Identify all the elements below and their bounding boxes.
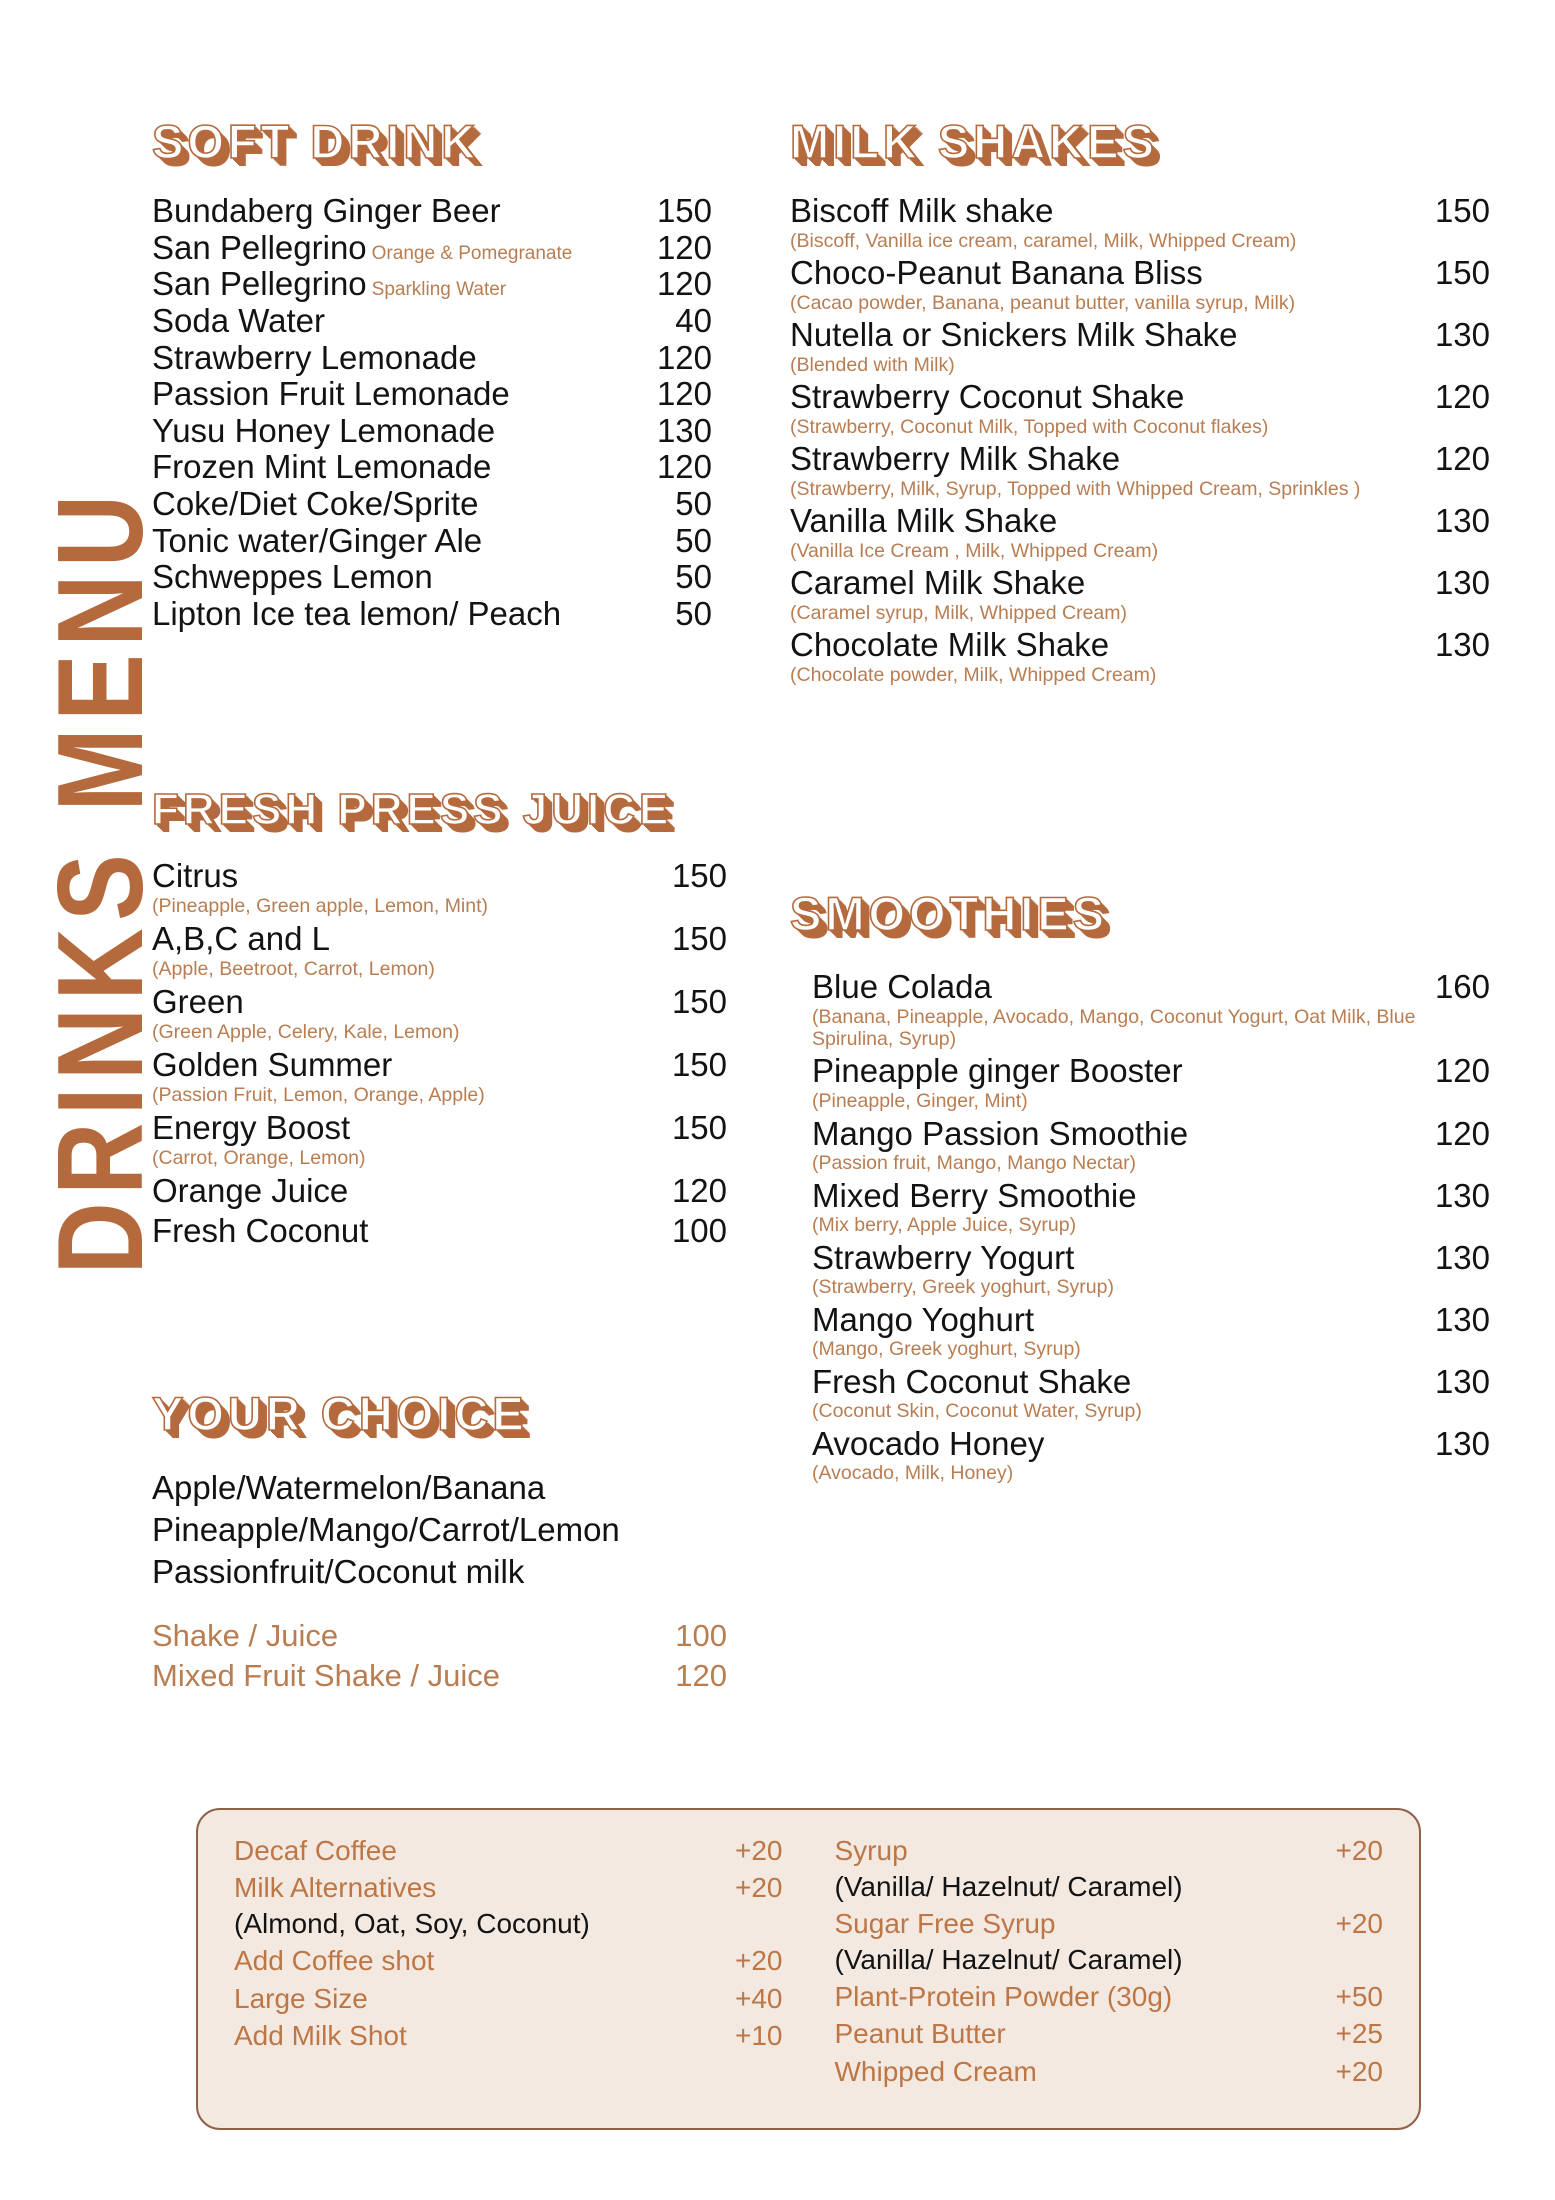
item-name: Mango Yoghurt [812,1300,1035,1338]
addon-note: (Vanilla/ Hazelnut/ Caramel) [834,1944,1183,1976]
addon-note: (Almond, Oat, Soy, Coconut) [234,1908,590,1940]
addon-price: +40 [735,1982,783,2014]
menu-item [152,858,727,917]
addon-name: Plant-Protein Powder (30g) [834,1981,1173,2013]
menu-item [152,1110,727,1169]
item-name: Fresh Coconut Shake [812,1362,1132,1400]
option-price: 120 [675,1658,727,1693]
menu-item-headline [790,317,1490,353]
menu-item [790,565,1490,624]
item-price: 130 [1434,1424,1490,1462]
addon-price: +25 [1335,2018,1383,2050]
item-name: Avocado Honey [812,1424,1045,1462]
item-name: Caramel Milk Shake [790,564,1086,602]
item-description: (Green Apple, Celery, Kale, Lemon) [152,1020,460,1043]
page-title-vertical: DRINKS MENU [32,487,168,1275]
addon-name: Milk Alternatives [234,1872,437,1904]
menu-item [152,486,712,522]
your-choice-line: Passionfruit/Coconut milk [152,1553,525,1591]
item-name: Bundaberg Ginger Beer [152,192,501,229]
menu-item [152,1047,727,1106]
menu-item-headline [812,1116,1490,1152]
menu-item [152,303,712,339]
item-description: (Avocado, Milk, Honey) [812,1462,1014,1485]
addon-row [234,1980,783,2017]
your-choice-line: Apple/Watermelon/Banana [152,1469,546,1506]
item-description: (Passion Fruit, Lemon, Orange, Apple) [152,1083,485,1106]
item-description: (Carrot, Orange, Lemon) [152,1146,366,1169]
addon-row [835,1832,1384,1869]
addons-left-column [234,1832,783,2108]
menu-item [152,193,712,229]
addon-row [835,1978,1384,2015]
item-name: Citrus [152,857,239,894]
item-description: (Passion fruit, Mango, Mango Nectar) [812,1152,1137,1175]
addon-name: Decaf Coffee [234,1835,397,1866]
menu-item-headline [790,441,1490,477]
addon-price: +20 [735,1872,783,1904]
your-choice-line: Pineapple/Mango/Carrot/Lemon [152,1511,620,1549]
menu-item-headline [152,984,727,1020]
addon-name: Large Size [234,1982,368,2014]
item-name: Energy Boost [152,1109,351,1147]
section-smoothies [790,887,1490,1488]
your-choice-base-list [152,1467,727,1594]
menu-item-headline [790,503,1490,539]
section-soft-drink [152,115,712,633]
menu-item [812,1178,1490,1237]
menu-item [812,1364,1490,1423]
item-name: Choco-Peanut Banana Bliss [790,254,1203,292]
item-price: 120 [1434,1114,1490,1152]
menu-item-headline [152,921,727,957]
section-fresh-press-juice [152,785,727,1252]
item-description: (Strawberry, Greek yoghurt, Syrup) [812,1276,1114,1299]
item-name: Blue Colada [812,968,992,1005]
menu-item-headline [812,1178,1490,1214]
addon-price: +20 [1335,2055,1383,2087]
vertical-title-container [0,0,168,2200]
addon-row [835,1905,1384,1942]
item-price: 120 [656,338,712,376]
menu-item-headline [812,1302,1490,1338]
addon-row [234,2017,783,2054]
item-description: (Mango, Greek yoghurt, Syrup) [812,1338,1081,1361]
addon-name: Add Coffee shot [234,1945,435,1977]
item-name: Strawberry Lemonade [152,338,477,376]
item-price: 50 [675,594,712,632]
item-price: 130 [1434,502,1490,540]
addon-row [234,1869,783,1906]
item-name: Golden Summer [152,1046,393,1084]
addon-price: +20 [735,1835,783,1866]
menu-item-headline [812,1426,1490,1462]
item-price: 50 [675,558,712,596]
menu-item [152,1173,727,1209]
menu-item-headline [790,627,1490,663]
item-name: Strawberry Milk Shake [790,440,1121,478]
item-subtitle: Sparkling Water [371,279,507,301]
addon-price: +20 [735,1945,783,1977]
menu-item [790,193,1490,252]
menu-item-headline [790,193,1490,229]
section-milk-shakes [790,115,1490,689]
item-description: (Pineapple, Green apple, Lemon, Mint) [152,894,489,917]
item-price: 150 [671,983,727,1021]
item-name: Orange Juice [152,1172,349,1210]
item-price: 130 [1434,1176,1490,1214]
menu-item-headline [790,379,1490,415]
item-price: 120 [1434,1052,1490,1090]
menu-item [790,317,1490,376]
menu-item [152,413,712,449]
item-price: 150 [671,857,727,894]
item-price: 150 [1434,254,1490,292]
menu-item-headline [152,1110,727,1146]
item-description: (Vanilla Ice Cream , Milk, Whipped Cream) [790,539,1159,562]
item-price: 40 [675,301,712,339]
addon-price: +20 [1335,1908,1383,1940]
item-name: Mixed Berry Smoothie [812,1176,1137,1214]
section-title-soft-drink: SOFT DRINK [152,115,480,168]
item-price: 120 [656,375,712,413]
item-description: (Caramel syrup, Milk, Whipped Cream) [790,601,1127,624]
menu-item-headline [152,1047,727,1083]
item-name: Chocolate Milk Shake [790,626,1110,664]
item-price: 130 [1434,564,1490,602]
item-price: 50 [675,521,712,559]
menu-item-headline [790,255,1490,291]
item-price: 150 [656,192,712,229]
item-description: (Biscoff, Vanilla ice cream, caramel, Milk, Whipped Cream) [790,229,1297,252]
section-title-your-choice: YOUR CHOICE [152,1387,528,1440]
item-price: 100 [671,1211,727,1249]
your-choice-option [152,1616,727,1656]
item-price: 120 [656,448,712,486]
item-price: 130 [1434,626,1490,664]
menu-item [152,230,712,266]
addon-name: Peanut Butter [834,2018,1006,2050]
item-name: Soda Water [152,301,326,339]
menu-item [812,1053,1490,1112]
item-price: 130 [656,411,712,449]
addon-price: +20 [1335,1835,1383,1866]
item-price: 150 [671,920,727,958]
smoothie-item-list [790,969,1490,1485]
menu-item [790,379,1490,438]
menu-item [152,376,712,412]
item-subtitle: Orange & Pomegranate [371,242,573,264]
menu-item [152,559,712,595]
juice-item-list [152,858,727,1248]
item-price: 150 [671,1109,727,1147]
item-name: Passion Fruit Lemonade [152,375,510,413]
menu-item-headline [812,1053,1490,1089]
item-name: San Pellegrino Sparkling Water [152,265,507,303]
menu-item [152,266,712,302]
menu-item-headline [812,1364,1490,1400]
item-price: 120 [1434,378,1490,416]
item-name: Schweppes Lemon [152,558,433,596]
menu-item [152,340,712,376]
addon-row [835,2053,1384,2090]
item-price: 130 [1434,1300,1490,1338]
addon-name: Whipped Cream [834,2055,1037,2087]
menu-item [790,441,1490,500]
addon-row [835,2015,1384,2052]
item-price: 120 [656,228,712,266]
item-description: (Strawberry, Milk, Syrup, Topped with Whipped Cream, Sprinkles ) [790,477,1361,500]
item-name: Tonic water/Ginger Ale [152,521,483,559]
item-name: Nutella or Snickers Milk Shake [790,316,1238,354]
option-price: 100 [675,1617,727,1653]
soft-drink-item-list [152,193,712,632]
menu-item [790,255,1490,314]
item-name: Biscoff Milk shake [790,192,1054,229]
item-name: Green [152,983,244,1021]
item-description: (Pineapple, Ginger, Mint) [812,1090,1028,1113]
item-description: (Banana, Pineapple, Avocado, Mango, Coconut Yogurt, Oat Milk, Blue Spirulina, Syrup) [812,1005,1416,1051]
addon-row [234,1942,783,1979]
item-price: 130 [1434,1362,1490,1400]
your-choice-option [152,1656,727,1696]
item-price: 120 [656,265,712,303]
item-name: Strawberry Yogurt [812,1238,1075,1276]
item-price: 150 [671,1046,727,1084]
menu-item-headline [152,1213,727,1249]
item-name: Coke/Diet Coke/Sprite [152,485,479,522]
item-description: (Chocolate powder, Milk, Whipped Cream) [790,663,1157,686]
item-price: 120 [1434,440,1490,478]
item-description: (Strawberry, Coconut Milk, Topped with Coconut flakes) [790,415,1269,438]
your-choice-option-list [152,1616,727,1697]
menu-item-headline [790,565,1490,601]
item-name: Pineapple ginger Booster [812,1052,1183,1090]
addon-price: +50 [1335,1981,1383,2013]
item-name: Lipton Ice tea lemon/ Peach [152,594,562,632]
menu-item [812,1302,1490,1361]
item-name: Frozen Mint Lemonade [152,448,492,486]
addon-row [234,1832,783,1869]
menu-item [790,627,1490,686]
addon-name: Sugar Free Syrup [834,1908,1056,1940]
item-price: 130 [1434,316,1490,354]
menu-item-headline [152,858,727,894]
item-name: A,B,C and L [152,920,330,958]
addon-note: (Vanilla/ Hazelnut/ Caramel) [834,1871,1183,1903]
item-name: Fresh Coconut [152,1211,369,1249]
menu-item [812,1426,1490,1485]
item-description: (Mix berry, Apple Juice, Syrup) [812,1214,1077,1237]
section-title-fresh-press-juice: FRESH PRESS JUICE [152,785,673,834]
menu-item [152,596,712,632]
menu-item [152,921,727,980]
item-description: (Blended with Milk) [790,353,955,376]
item-name: Vanilla Milk Shake [790,502,1058,540]
item-name: San Pellegrino Orange & Pomegranate [152,228,573,266]
item-price: 150 [1434,192,1490,229]
option-name: Shake / Juice [152,1617,339,1653]
milk-shake-item-list [790,193,1490,686]
menu-item-headline [812,1240,1490,1276]
item-price: 120 [671,1172,727,1210]
item-description: (Apple, Beetroot, Carrot, Lemon) [152,957,435,980]
menu-item [812,1116,1490,1175]
section-your-choice [152,1387,727,1696]
menu-item [152,984,727,1043]
item-name: Mango Passion Smoothie [812,1114,1189,1152]
menu-item [812,969,1490,1050]
item-name: Strawberry Coconut Shake [790,378,1185,416]
item-price: 130 [1434,1238,1490,1276]
menu-item [812,1240,1490,1299]
menu-item [152,1213,727,1249]
menu-item [790,503,1490,562]
addons-right-column [783,1832,1384,2108]
addons-box [196,1808,1421,2130]
addon-name: Syrup [834,1835,908,1866]
menu-item [152,449,712,485]
section-title-smoothies: SMOOTHIES [790,887,1109,940]
item-price: 160 [1434,968,1490,1005]
item-price: 50 [675,485,712,522]
menu-item [152,523,712,559]
menu-item-headline [812,969,1490,1005]
section-title-milk-shakes: MILK SHAKES [790,115,1158,168]
addon-price: +10 [735,2019,783,2051]
item-name: Yusu Honey Lemonade [152,411,496,449]
addon-name: Add Milk Shot [234,2019,407,2051]
option-name: Mixed Fruit Shake / Juice [152,1658,501,1693]
menu-item-headline [152,1173,727,1209]
item-description: (Coconut Skin, Coconut Water, Syrup) [812,1400,1142,1423]
item-description: (Cacao powder, Banana, peanut butter, vanilla syrup, Milk) [790,291,1296,314]
